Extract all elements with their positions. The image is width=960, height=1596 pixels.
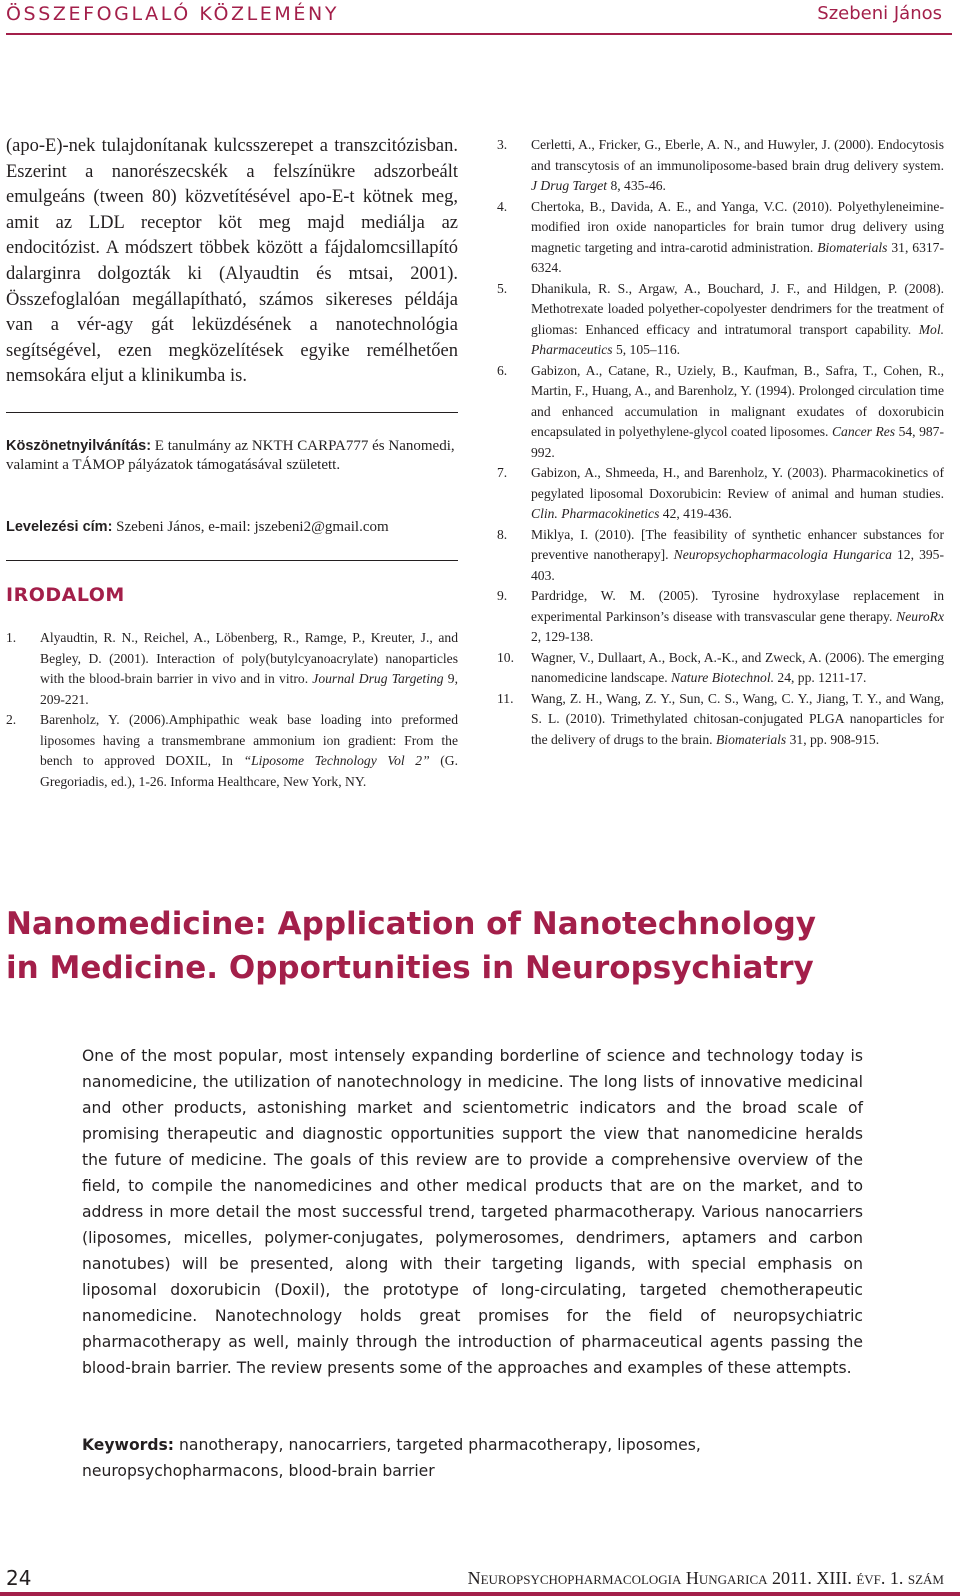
acknowledgement-text: E tanulmány az NKTH CARPA777 és Nanomedi, valamint a TÁMOP pályázatok támogatásával született. xyxy=(6,438,455,473)
reference-number: 6. xyxy=(497,362,508,378)
reference-text: Gabizon, A., Catane, R., Uziely, B., Kaufman, B., Safra, T., Cohen, R., Martin, F., Huang, A., and Barenholz, Y. (1994). Prolonged circulation time and enhanced accumulation in malignant exudates of doxorubicin encapsulated in polyethylene-glycol coated liposomes. xyxy=(531,362,944,439)
reference-number: 10. xyxy=(497,649,514,665)
reference-text: Cerletti, A., Fricker, G., Eberle, A. N., and Huwyler, J. (2000). Endocytosis and transcytosis of an immunoliposome-based brain drug delivery system. xyxy=(531,137,944,173)
keywords xyxy=(82,1432,863,1484)
reference-text: Dhanikula, R. S., Argaw, A., Bouchard, J. F., and Hildgen, P. (2008). Methotrexate loaded polyether-copolyester dendrimers for the treatment of gliomas: Enhanced efficacy and intratumoral transport capability. xyxy=(531,280,944,337)
reference-text: Barenholz, Y. (2006).Amphipathic weak base loading into preformed liposomes having a transmembrane ammonium ion gradient: From the bench to approved DOXIL, In xyxy=(40,712,458,768)
article-title-line-2: in Medicine. Opportunities in Neuropsychiatry xyxy=(6,950,814,986)
reference-text: 31, pp. 908-915. xyxy=(786,731,880,747)
header-divider xyxy=(6,33,952,35)
reference-item xyxy=(497,689,944,751)
reference-source: NeuroRx xyxy=(896,608,944,624)
reference-number: 4. xyxy=(497,198,508,214)
reference-number: 5. xyxy=(497,280,508,296)
acknowledgement-label: Köszönetnyilvánítás: xyxy=(6,438,152,454)
reference-number: 2. xyxy=(6,712,17,727)
header-author: Szebeni János xyxy=(817,3,942,24)
acknowledgement xyxy=(6,437,458,475)
reference-number: 8. xyxy=(497,526,508,542)
reference-source: Nature Biotechnol. xyxy=(671,670,774,685)
article-title xyxy=(6,902,956,990)
reference-text: (G. Gregoriadis, ed.), 1-26. Informa Healthcare, New York, NY. xyxy=(40,753,458,789)
reference-text: 24, pp. 1211-17. xyxy=(774,670,867,685)
reference-text: 5, 105–116. xyxy=(612,342,681,357)
reference-text: 12, 395-403. xyxy=(531,547,944,583)
reference-text: Wagner, V., Dullaart, A., Bock, A.-K., and Zweck, A. (2006). The emerging nanomedicine landscape. xyxy=(531,649,944,685)
divider-correspondence xyxy=(6,560,458,561)
reference-text: 9, 209-221. xyxy=(40,671,458,707)
reference-number: 9. xyxy=(497,588,508,603)
reference-item xyxy=(497,135,944,197)
abstract: One of the most popular, most intensely expanding borderline of science and technology today is nanomedicine, the utilization of nanotechnology in medicine. The long lists of innovative medicinal and other products, astonishing market and scientometric indicators and the broad scale of promising therapeutic and diagnostic opportunities support the view that nanomedicine heralds the future of medicine. The goals of this review are to provide a comprehensive overview of the field, to compile the nanomedicines and other medical products that are on the market, and to address in more detail the most successful trend, targeted pharmacotherapy. Various nanocarriers (liposomes, micelles, polymer-conjugates, polymerosomes, dendrimers, aptamers and carbon nanotubes) will be presented, along with their targeting ligands, with special emphasis on liposomal doxorubicin (Doxil), the prototype of long-circulating, targeted chemotherapeutic nanomedicine. Nanotechnology holds great promises for the field of neuropsychiatric pharmacotherapy as well, mainly through the introduction of pharmaceutical agents passing the blood-brain barrier. The review presents some of the approaches and examples of these attempts. xyxy=(82,1047,863,1377)
reference-number: 11. xyxy=(497,690,514,706)
reference-number: 3. xyxy=(497,137,508,152)
reference-item xyxy=(497,361,944,464)
reference-number: 1. xyxy=(6,630,17,645)
reference-text: 54, 987-992. xyxy=(531,424,944,460)
reference-text: Chertoka, B., Davida, A. E., and Yanga, V.C. (2010). Polyethyleneimine-modified iron oxide nanoparticles for brain tumor drug delivery using magnetic targeting and intra-carotid administration. xyxy=(531,198,944,255)
reference-source: Clin. Pharmacokinetics xyxy=(531,506,660,521)
references-list-right xyxy=(497,135,944,750)
reference-source: Biomaterials xyxy=(715,731,787,747)
references-heading: IRODALOM xyxy=(6,584,125,606)
reference-text: Miklya, I. (2010). [The feasibility of synthetic enhancer substances for preventive nanotherapy]. xyxy=(531,526,944,562)
footer-divider xyxy=(0,1592,960,1596)
reference-source: Mol. Pharmaceutics xyxy=(531,321,944,357)
page-number: 24 xyxy=(6,1566,32,1590)
reference-source: Cancer Res xyxy=(831,424,896,439)
reference-source: Journal Drug Targeting xyxy=(312,671,444,686)
reference-item xyxy=(497,463,944,525)
journal-name: Neuropsychopharmacologia Hungarica 2011. XIII. évf. 1. szám xyxy=(467,1568,944,1588)
reference-item xyxy=(6,710,458,792)
correspondence xyxy=(6,518,458,537)
reference-source: Neuropsychopharmacologia Hungarica xyxy=(673,547,892,562)
section-label: ÖSSZEFOGLALÓ KÖZLEMÉNY xyxy=(6,3,340,25)
reference-item xyxy=(497,197,944,279)
divider-acknowledgement xyxy=(6,412,458,413)
running-header xyxy=(0,0,960,34)
reference-source: Biomaterials xyxy=(817,239,888,255)
reference-text: 8, 435-46. xyxy=(607,178,666,193)
reference-number: 7. xyxy=(497,465,508,480)
reference-item xyxy=(497,525,944,587)
keywords-text: nanotherapy, nanocarriers, targeted pharmacotherapy, liposomes, neuropsychopharmacons, blood-brain barrier xyxy=(82,1436,701,1480)
references-list-left xyxy=(6,628,458,792)
reference-item xyxy=(497,279,944,361)
body-paragraph: (apo-E)-nek tulajdonítanak kulcsszerepet a transzcitózisban. Eszerint a nanorészecskék a felszínükre adszorbeált emulgeáns (tween 80) közvetítésével apo-E-t kötnek meg, amit az LDL receptor köt meg majd mediálja az endocitózist. A módszert többek között a fájdalomcsillapító dalarginra dolgozták ki (Alyaudtin és mtsai, 2001). Összefoglalóan megállapítható, számos sikereses példája van a vér-agy gát leküzdésének a nanotechnológia segítségével, ezen megközelítések egyike remélhetően nemsokára eljut a klinikumba is. xyxy=(6,136,458,387)
reference-text: 42, 419-436. xyxy=(659,506,732,521)
reference-item xyxy=(497,586,944,648)
reference-item xyxy=(6,628,458,710)
keywords-label: Keywords: xyxy=(82,1436,175,1454)
reference-text: Wang, Z. H., Wang, Z. Y., Sun, C. S., Wang, C. Y., Jiang, T. Y., and Wang, S. L. (2010). Trimethylated chitosan-conjugated PLGA nanoparticles for the delivery of drugs to the brain. xyxy=(531,690,944,747)
article-title-line-1: Nanomedicine: Application of Nanotechnology xyxy=(6,906,816,942)
reference-item xyxy=(497,648,944,689)
reference-text: 2, 129-138. xyxy=(531,629,594,644)
correspondence-label: Levelezési cím: xyxy=(6,519,113,535)
reference-source: “Liposome Technology Vol 2” xyxy=(243,753,430,768)
reference-text: Gabizon, A., Shmeeda, H., and Barenholz, Y. (2003). Pharmacokinetics of pegylated liposomal Doxorubicin: Review of animal and human studies. xyxy=(531,465,944,501)
reference-source: J Drug Target xyxy=(531,178,608,193)
reference-text: Alyaudtin, R. N., Reichel, A., Löbenberg, R., Ramge, P., Kreuter, J., and Begley, D. (2001). Interaction of poly(butylcyanoacrylate) nanoparticles with the blood-brain barrier in vivo and in vitro. xyxy=(40,630,458,686)
correspondence-text: Szebeni János, e-mail: jszebeni2@gmail.com xyxy=(112,519,389,535)
reference-text: 31, 6317-6324. xyxy=(531,239,944,275)
reference-text: Pardridge, W. M. (2005). Tyrosine hydroxylase replacement in experimental Parkinson’s disease with transvascular gene therapy. xyxy=(531,588,944,624)
